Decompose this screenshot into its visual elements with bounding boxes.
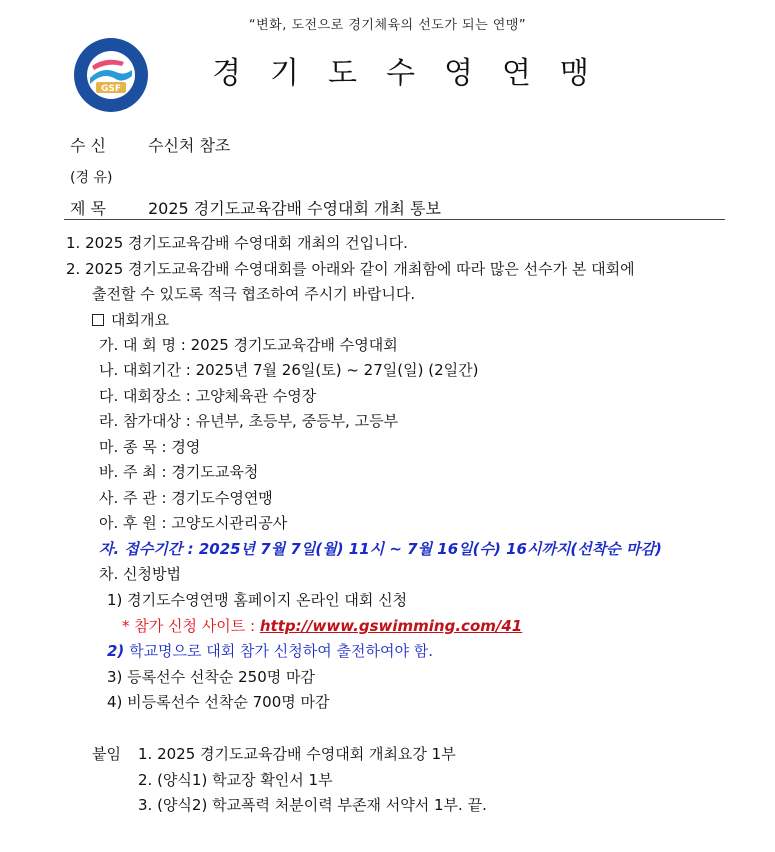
recipient-value: 수신처 참조 (148, 136, 231, 155)
overview-heading: 대회개요 (92, 309, 169, 330)
application-site-link[interactable]: http://www.gswimming.com/41 (259, 617, 523, 635)
detail-period: 나. 대회기간 : 2025년 7월 26일(토) ~ 27일(일) (2일간) (99, 361, 479, 379)
detail-organizer: 사. 주 관 : 경기도수영연맹 (99, 489, 273, 507)
body-item-2-line-2: 출전할 수 있도록 적극 협조하여 주시기 바랍니다. (92, 285, 416, 303)
detail-participants: 라. 참가대상 : 유년부, 초등부, 중등부, 고등부 (99, 412, 399, 430)
attachment-item: 2. (양식1) 학교장 확인서 1부 (138, 771, 333, 789)
federation-logo (72, 36, 150, 114)
subject-label: 제 목 (70, 199, 106, 218)
body-item-2-line-1: 2. 2025 경기도교육감배 수영대회를 아래와 같이 개최함에 따라 많은 선수가 본 대회에 (66, 260, 635, 278)
detail-event-name: 가. 대 회 명 : 2025 경기도교육감배 수영대회 (99, 336, 398, 354)
method-4: 4) 비등록선수 선착순 700명 마감 (107, 693, 330, 711)
via-label: (경 유) (70, 170, 113, 186)
method-2: 2) 학교명으로 대회 참가 신청하여 출전하여야 함. (107, 642, 433, 660)
detail-venue: 다. 대회장소 : 고양체육관 수영장 (99, 387, 317, 405)
method-1: 1) 경기도수영연맹 홈페이지 온라인 대회 신청 (107, 591, 408, 609)
attachments-label: 붙임 (92, 745, 121, 763)
detail-registration-period: 자. 접수기간 : 2025년 7월 7일(월) 11시 ~ 7월 16일(수) 16시까지(선착순 마감) (99, 540, 662, 558)
detail-host: 바. 주 최 : 경기도교육청 (99, 463, 259, 481)
method-heading: 차. 신청방법 (99, 565, 181, 583)
application-site-line (122, 615, 522, 636)
slogan: “변화, 도전으로 경기체육의 선도가 되는 연맹” (248, 18, 527, 33)
organization-name: 경 기 도 수 영 연 맹 (212, 56, 589, 91)
subject-value: 2025 경기도교육감배 수영대회 개최 통보 (148, 199, 441, 218)
method-3: 3) 등록선수 선착순 250명 마감 (107, 668, 315, 686)
recipient-label: 수 신 (70, 136, 106, 155)
attachment-item: 3. (양식2) 학교폭력 처분이력 부존재 서약서 1부. 끝. (138, 796, 487, 814)
detail-event-type: 마. 종 목 : 경영 (99, 438, 201, 456)
checkbox-square-icon (92, 314, 104, 326)
body-item-1: 1. 2025 경기도교육감배 수영대회 개최의 건입니다. (66, 234, 408, 252)
attachment-item: 1. 2025 경기도교육감배 수영대회 개최요강 1부 (138, 745, 456, 763)
logo-mark-text: GSF (100, 84, 122, 94)
header-divider (64, 219, 725, 220)
detail-sponsor: 아. 후 원 : 고양도시관리공사 (99, 514, 288, 532)
site-label: * 참가 신청 사이트 : (122, 617, 256, 635)
